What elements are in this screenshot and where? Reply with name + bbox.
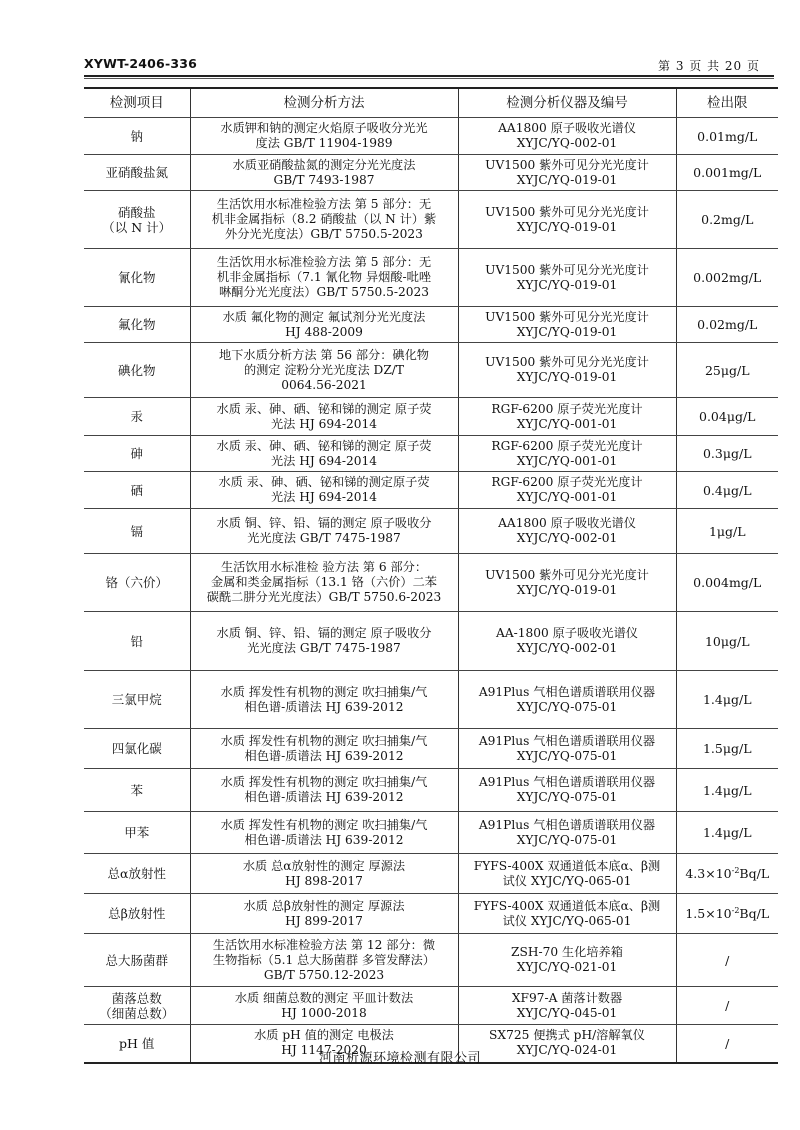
item-cell [84, 987, 190, 1025]
limit-unit: Bq/L [739, 906, 770, 921]
method-cell-line: GB/T 7493-1987 [273, 172, 375, 187]
company-footer: 河南析源环境检测有限公司 [318, 1051, 481, 1066]
method-cell [190, 307, 458, 343]
instrument-cell-line: RGF-6200 原子荧光光度计 [491, 475, 643, 489]
method-cell-line: 啉酮分光光度法）GB/T 5750.5-2023 [218, 285, 430, 299]
method-cell-line: 光法 HJ 694-2014 [270, 490, 378, 504]
method-cell-line: 金属和类金属指标（13.1 铬（六价）二苯 [210, 575, 437, 589]
limit-cell: 0.3μg/L [676, 436, 778, 472]
item-cell [84, 934, 190, 987]
method-cell-line: 水质亚硝酸盐氮的测定分光光度法 [232, 157, 416, 172]
item-cell-line: 钠 [130, 128, 143, 144]
instrument-cell-line: XYJC/YQ-045-01 [516, 1005, 618, 1020]
instrument-cell [458, 472, 676, 509]
instrument-cell-line: UV1500 紫外可见分光光度计 [485, 204, 649, 219]
instrument-cell [458, 987, 676, 1025]
method-cell [190, 472, 458, 509]
method-cell-line: 水质钾和钠的测定火焰原子吸收分光光 [220, 121, 428, 135]
limit-cell: / [676, 934, 778, 987]
method-cell-line: 0064.56-2021 [281, 377, 367, 392]
table-row [84, 118, 778, 155]
item-cell [84, 307, 190, 343]
method-cell-line: 相色谱-质谱法 HJ 639-2012 [244, 790, 404, 804]
limit-cell: 1.5μg/L [676, 729, 778, 769]
method-cell [190, 436, 458, 472]
instrument-cell-line: RGF-6200 原子荧光光度计 [491, 438, 643, 453]
document-id: XYWT-2406-336 [84, 56, 198, 71]
column-header-item: 检测项目 [84, 88, 190, 118]
item-cell-line: pH 值 [119, 1035, 155, 1051]
instrument-cell-line: XYJC/YQ-019-01 [516, 219, 618, 234]
item-cell-line: 铬（六价） [105, 575, 168, 590]
instrument-cell-line: XYJC/YQ-019-01 [516, 277, 618, 292]
table-row [84, 472, 778, 509]
item-cell [84, 191, 190, 249]
method-cell-line: 水质 挥发性有机物的测定 吹扫捕集/气 [220, 684, 428, 699]
instrument-cell [458, 812, 676, 854]
instrument-cell [458, 769, 676, 812]
item-cell [84, 769, 190, 812]
limit-cell: 0.002mg/L [676, 249, 778, 307]
instrument-cell [458, 191, 676, 249]
instrument-cell-line: XYJC/YQ-075-01 [516, 790, 618, 804]
item-cell [84, 436, 190, 472]
instrument-cell-line: ZSH-70 生化培养箱 [511, 945, 623, 959]
method-cell-line: 生活饮用水标准检验方法 第 5 部分：无 [216, 255, 432, 269]
limit-exponent: -2 [731, 866, 740, 875]
instrument-cell-line: 试仪 XYJC/YQ-065-01 [502, 913, 632, 928]
item-cell-line: 氟化物 [117, 317, 156, 332]
item-cell-line: 三氯甲烷 [111, 692, 162, 707]
table-row [84, 769, 778, 812]
instrument-cell [458, 249, 676, 307]
method-cell-line: HJ 899-2017 [285, 913, 363, 928]
instrument-cell-line: XYJC/YQ-024-01 [516, 1043, 618, 1058]
limit-cell: 0.02mg/L [676, 307, 778, 343]
table-row [84, 729, 778, 769]
method-cell-line: 水质 铜、锌、铅、镉的测定 原子吸收分 [216, 626, 432, 640]
instrument-cell-line: XYJC/YQ-002-01 [516, 641, 618, 655]
method-cell-line: 光法 HJ 694-2014 [270, 453, 378, 468]
method-cell-line: 碳酰二肼分光光度法）GB/T 5750.6-2023 [206, 590, 442, 604]
method-cell-line: 度法 GB/T 11904-1989 [255, 136, 393, 150]
item-cell-line: 镉 [130, 523, 143, 539]
instrument-cell-line: FYFS-400X 双通道低本底α、β测 [473, 898, 661, 913]
instrument-cell-line: XYJC/YQ-019-01 [516, 172, 618, 187]
instrument-cell [458, 894, 676, 934]
table-row [84, 554, 778, 612]
instrument-cell-line: A91Plus 气相色谱质谱联用仪器 [478, 817, 656, 832]
item-cell [84, 554, 190, 612]
method-cell [190, 155, 458, 191]
item-cell-line: 铅 [130, 633, 143, 649]
table-row [84, 671, 778, 729]
method-cell-line: 水质 氟化物的测定 氟试剂分光光度法 [222, 309, 426, 324]
item-cell-line: 苯 [130, 782, 143, 798]
item-cell [84, 612, 190, 671]
table-row [84, 398, 778, 436]
method-cell-line: 地下水质分析方法 第 56 部分：碘化物 [219, 347, 429, 362]
item-cell [84, 729, 190, 769]
limit-cell: 1.4μg/L [676, 769, 778, 812]
method-cell-line: 水质 挥发性有机物的测定 吹扫捕集/气 [220, 775, 428, 789]
limit-unit: Bq/L [739, 866, 770, 881]
method-cell [190, 398, 458, 436]
method-cell [190, 987, 458, 1025]
item-cell [84, 812, 190, 854]
method-cell [190, 612, 458, 671]
method-cell-line: 水质 总α放射性的测定 厚源法 [242, 858, 406, 873]
method-cell-line: 水质 汞、砷、硒、铋和锑的测定原子荧 [218, 475, 430, 489]
instrument-cell-line: XYJC/YQ-019-01 [516, 582, 618, 597]
table-row [84, 894, 778, 934]
method-cell [190, 812, 458, 854]
instrument-cell-line: AA1800 原子吸收光谱仪 [498, 516, 636, 530]
method-cell-line: HJ 898-2017 [285, 873, 363, 888]
limit-cell: / [676, 1025, 778, 1063]
limit-cell: 25μg/L [676, 343, 778, 398]
item-cell [84, 249, 190, 307]
limit-cell: 1.4μg/L [676, 812, 778, 854]
instrument-cell [458, 934, 676, 987]
instrument-cell [458, 436, 676, 472]
method-cell [190, 894, 458, 934]
method-cell-line: HJ 488-2009 [285, 324, 363, 339]
method-cell [190, 118, 458, 155]
item-cell-line: 硒 [130, 482, 143, 498]
method-cell-line: 相色谱-质谱法 HJ 639-2012 [244, 832, 404, 847]
method-cell [190, 671, 458, 729]
item-cell-line: 汞 [130, 409, 143, 424]
method-cell-line: 机非金属指标（7.1 氰化物 异烟酸-吡唑 [216, 270, 432, 284]
method-cell-line: 水质 汞、砷、硒、铋和锑的测定 原子荧 [216, 401, 432, 416]
limit-cell: 0.4μg/L [676, 472, 778, 509]
item-cell-line: 硝酸盐 [117, 204, 156, 220]
method-cell-line: 水质 pH 值的测定 电极法 [254, 1028, 394, 1043]
method-cell-line: 水质 汞、砷、硒、铋和锑的测定 原子荧 [216, 438, 432, 453]
method-cell [190, 934, 458, 987]
item-cell [84, 509, 190, 554]
item-cell-line: 总β放射性 [108, 906, 166, 921]
item-cell-line: 碘化物 [117, 362, 156, 378]
instrument-cell-line: XYJC/YQ-002-01 [516, 136, 618, 150]
method-cell-line: 相色谱-质谱法 HJ 639-2012 [244, 748, 404, 763]
item-cell [84, 343, 190, 398]
method-cell [190, 509, 458, 554]
instrument-cell-line: XYJC/YQ-001-01 [516, 490, 618, 504]
item-cell-line: （以 N 计） [102, 219, 172, 235]
column-header-instrument: 检测分析仪器及编号 [458, 88, 676, 118]
instrument-cell [458, 854, 676, 894]
method-cell-line: 水质 挥发性有机物的测定 吹扫捕集/气 [220, 733, 428, 748]
item-cell [84, 472, 190, 509]
limit-cell: 0.2mg/L [676, 191, 778, 249]
item-cell-line: 氰化物 [117, 270, 156, 285]
limit-cell: 10μg/L [676, 612, 778, 671]
item-cell [84, 398, 190, 436]
item-cell [84, 854, 190, 894]
method-cell-line: 水质 细菌总数的测定 平皿计数法 [234, 990, 414, 1005]
limit-cell: 1μg/L [676, 509, 778, 554]
method-cell-line: 相色谱-质谱法 HJ 639-2012 [244, 699, 404, 714]
page-header [84, 56, 778, 76]
instrument-cell [458, 398, 676, 436]
limit-cell [676, 894, 778, 934]
method-cell-line: 机非金属指标（8.2 硝酸盐（以 N 计）紫 [211, 212, 437, 226]
instrument-cell-line: XF97-A 菌落计数器 [511, 990, 623, 1005]
header-divider [84, 75, 774, 79]
table-body [84, 118, 778, 1063]
table-row [84, 436, 778, 472]
limit-cell: / [676, 987, 778, 1025]
instrument-cell-line: XYJC/YQ-001-01 [516, 416, 618, 431]
instrument-cell-line: FYFS-400X 双通道低本底α、β测 [473, 858, 661, 873]
item-cell-line: 四氯化碳 [111, 741, 162, 756]
method-cell [190, 191, 458, 249]
instrument-cell-line: XYJC/YQ-075-01 [516, 699, 618, 714]
method-cell-line: 光法 HJ 694-2014 [270, 416, 378, 431]
item-cell-line: 总大肠菌群 [105, 952, 168, 968]
instrument-cell-line: UV1500 紫外可见分光光度计 [485, 567, 649, 582]
method-cell-line: 水质 挥发性有机物的测定 吹扫捕集/气 [220, 817, 428, 832]
method-cell-line: 光光度法 GB/T 7475-1987 [247, 531, 401, 545]
limit-base: 1.5×10 [685, 906, 732, 921]
instrument-cell [458, 509, 676, 554]
instrument-cell-line: XYJC/YQ-002-01 [516, 531, 618, 545]
instrument-cell [458, 671, 676, 729]
instrument-cell-line: XYJC/YQ-019-01 [516, 370, 618, 384]
method-cell-line: 光光度法 GB/T 7475-1987 [247, 641, 401, 655]
column-header-limit: 检出限 [676, 88, 778, 118]
instrument-cell-line: XYJC/YQ-021-01 [516, 960, 618, 974]
column-header-method: 检测分析方法 [190, 88, 458, 118]
limit-cell: 0.004mg/L [676, 554, 778, 612]
method-cell [190, 729, 458, 769]
method-cell [190, 769, 458, 812]
limit-cell: 0.01mg/L [676, 118, 778, 155]
method-cell-line: 水质 总β放射性的测定 厚源法 [243, 898, 405, 913]
table-row [84, 934, 778, 987]
instrument-cell-line: UV1500 紫外可见分光光度计 [485, 355, 649, 369]
item-cell [84, 671, 190, 729]
item-cell [84, 118, 190, 155]
instrument-cell [458, 612, 676, 671]
table-row [84, 249, 778, 307]
table-row [84, 343, 778, 398]
instrument-cell-line: SX725 便携式 pH/溶解氧仪 [489, 1028, 645, 1043]
method-cell-line: 生活饮用水标准检验方法 第 12 部分：微 [212, 937, 436, 952]
instrument-cell-line: UV1500 紫外可见分光光度计 [485, 309, 649, 324]
method-cell [190, 343, 458, 398]
table-row [84, 854, 778, 894]
limit-cell: 1.4μg/L [676, 671, 778, 729]
table-row [84, 987, 778, 1025]
page-indicator: 第 3 页 共 20 页 [658, 59, 760, 73]
table-row [84, 812, 778, 854]
instrument-cell-line: A91Plus 气相色谱质谱联用仪器 [478, 733, 656, 748]
instrument-cell-line: UV1500 紫外可见分光光度计 [485, 262, 649, 277]
item-cell-line: 菌落总数 [111, 990, 162, 1006]
method-cell [190, 554, 458, 612]
limit-cell [676, 854, 778, 894]
instrument-cell-line: XYJC/YQ-075-01 [516, 748, 618, 763]
instrument-cell [458, 554, 676, 612]
table-header-row [84, 88, 778, 118]
method-cell-line: 的测定 淀粉分光光度法 DZ/T [243, 362, 405, 377]
limit-cell: 0.001mg/L [676, 155, 778, 191]
instrument-cell-line: AA-1800 原子吸收光谱仪 [496, 626, 638, 640]
instrument-cell-line: UV1500 紫外可见分光光度计 [485, 157, 649, 172]
table-row [84, 612, 778, 671]
instrument-cell-line: 试仪 XYJC/YQ-065-01 [502, 873, 632, 888]
item-cell-line: 总α放射性 [107, 866, 166, 881]
table-row [84, 307, 778, 343]
method-cell [190, 249, 458, 307]
instrument-cell-line: AA1800 原子吸收光谱仪 [498, 121, 636, 135]
instrument-cell [458, 343, 676, 398]
method-cell-line: 外分光光度法）GB/T 5750.5-2023 [225, 227, 423, 241]
item-cell-line: （细菌总数） [99, 1005, 175, 1021]
instrument-cell [458, 729, 676, 769]
method-cell [190, 854, 458, 894]
table-row [84, 191, 778, 249]
instrument-cell-line: XYJC/YQ-001-01 [516, 453, 618, 468]
method-cell-line: 水质 铜、锌、铅、镉的测定 原子吸收分 [216, 516, 432, 530]
limit-base: 4.3×10 [685, 866, 732, 881]
method-cell-line: 生活饮用水标准检验方法 第 5 部分：无 [216, 197, 432, 211]
item-cell-line: 亚硝酸盐氮 [105, 165, 168, 180]
detection-methods-table [84, 87, 778, 1064]
instrument-cell-line: RGF-6200 原子荧光光度计 [491, 401, 643, 416]
instrument-cell [458, 118, 676, 155]
instrument-cell-line: A91Plus 气相色谱质谱联用仪器 [478, 775, 656, 789]
item-cell [84, 894, 190, 934]
method-cell-line: HJ 1000-2018 [281, 1005, 367, 1020]
method-cell-line: 生物指标（5.1 总大肠菌群 多管发酵法） [212, 952, 436, 967]
item-cell [84, 155, 190, 191]
instrument-cell [458, 307, 676, 343]
item-cell-line: 砷 [130, 446, 143, 461]
item-cell-line: 甲苯 [124, 825, 150, 840]
table-row [84, 509, 778, 554]
method-cell-line: 生活饮用水标准检 验方法 第 6 部分： [220, 560, 428, 574]
method-cell-line: GB/T 5750.12-2023 [263, 967, 385, 982]
limit-cell: 0.04μg/L [676, 398, 778, 436]
method-cell-line: HJ 1147-2020 [281, 1043, 367, 1058]
table-row [84, 155, 778, 191]
instrument-cell [458, 155, 676, 191]
limit-exponent: -2 [731, 906, 740, 915]
instrument-cell-line: XYJC/YQ-019-01 [516, 324, 618, 339]
instrument-cell-line: A91Plus 气相色谱质谱联用仪器 [478, 684, 656, 699]
instrument-cell-line: XYJC/YQ-075-01 [516, 832, 618, 847]
